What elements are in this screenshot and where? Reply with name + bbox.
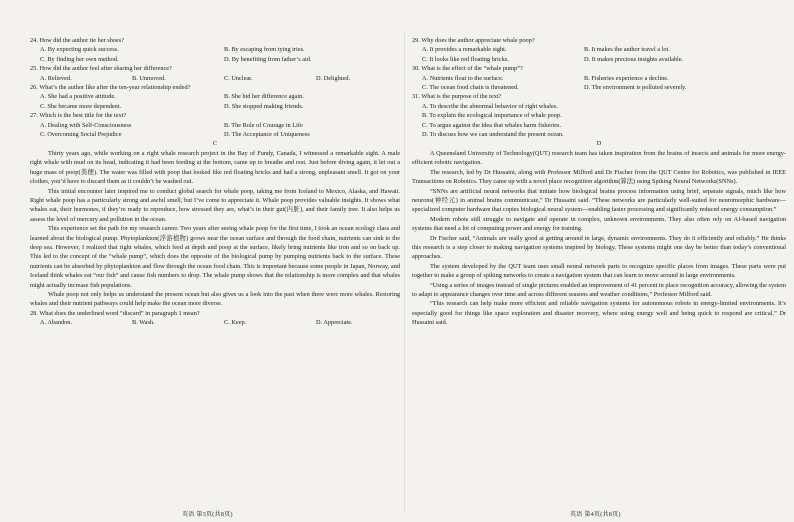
option: B. Fisheries experience a decline. bbox=[584, 74, 669, 82]
option: D. The environment is polluted severely. bbox=[584, 84, 687, 92]
option: A. She had a positive attitude. bbox=[40, 93, 116, 101]
section-d-heading: D bbox=[596, 140, 602, 148]
right-page bbox=[412, 36, 786, 328]
option: D. Appreciate. bbox=[316, 319, 353, 327]
option: B. By escaping from tying tries. bbox=[224, 46, 305, 54]
question-31-options bbox=[412, 102, 786, 140]
question-27-options bbox=[30, 121, 400, 140]
option: D. The Acceptance of Uniqueness bbox=[224, 131, 310, 139]
option: A. By expecting quick success. bbox=[40, 46, 119, 54]
passage-c-paragraph: This experience set the path for my research career. Two years after seeing whale poop for the first time, I took an ocean ecology class and learned about the biological pump. Phytoplankton(浮游植物) grows near the ocean surface and through the food chain, nutrients can sink to the deep sea. However, I realized that right whales, which feed at depth and poop at the surface, likely bring nutrients like iron and so on back up. This led to the concept of the “whale pump”, which does the opposite of the biological pump by pumping nutrients back to the surface. These nutrients can be absorbed by phytoplankton and flow through the ocean food chain. This is important because some people in Japan, Norway, and Iceland think whales eat “our fish” and cause fish numbers to drop. The whale pump shows that the relationship is more complex and that whales might actually increase fish populations. bbox=[30, 225, 400, 289]
section-c-heading: C bbox=[212, 140, 218, 148]
option: C. Unclear. bbox=[224, 74, 253, 82]
passage-d-paragraph: A Queensland University of Technology(QUT) research team has taken inspiration from the brains of insects and animals for more energy-efficient robotic navigation. bbox=[412, 149, 786, 167]
option: B. The Role of Courage in Life bbox=[224, 121, 303, 129]
option: D. Delighted. bbox=[316, 74, 351, 82]
passage-c-paragraph: This initial encounter later inspired me to conduct global search for whale poop, taking me from Iceland to Mexico, Alaska, and Hawaii. Right whale poop has a particularly strong and awful smell, but I’ve come to appreciate it. Whale poop provides valuable insights. It shows what whales eat, their hormones, if they’re ready to reproduce, how stressed they are, what’s in their gut(内脏), and their family tree. It also helps us assess the level of mercury and pollution in the ocean. bbox=[30, 187, 400, 223]
passage-d-paragraph: The system developed by the QUT team uses small neural network parts to recognize specific places from images. These parts were put together to make a group of spiking networks to create a navigation system that can learn to move around in large environments. bbox=[412, 262, 786, 280]
option: A. To describe the abnormal behavior of right whales. bbox=[422, 102, 558, 110]
question-25-options bbox=[30, 74, 400, 83]
page-divider bbox=[404, 32, 405, 512]
page-number-right: 英语 第4页(共8页) bbox=[570, 512, 621, 518]
option: C. By finding her own method. bbox=[40, 55, 119, 63]
passage-d-paragraph: Dr Fischer said, “Animals are really good at getting around in large, dynamic environments. They do it efficiently and reliably.” He thinks this research is a step closer to making navigation systems inspired by biology. These systems might one day be better than today’s conventional approaches. bbox=[412, 234, 786, 261]
passage-d-paragraph: The research, led by Dr Hussaini, along with Professor Milford and Dr Fischer from the QUT Centre for Robotics, was published in IEEE Transactions on Robotics. They came up with a novel place recognition algorithm(算法) using Spiking Neural Networks(SNNs). bbox=[412, 168, 786, 186]
option: A. It provides a remarkable sight. bbox=[422, 46, 507, 54]
option: A. Relieved. bbox=[40, 74, 72, 82]
passage-d-paragraph: “SNNs are artificial neural networks that imitate how biological brains process information using brief, separate signals, much like how neurons(神经元) in animal brains communicate,” Dr Hussaini said. “These networks are particularly well-suited for neuromorphic hardware—specialized computer hardware that copies biological neural system—enabling faster processing and significantly reduced energy consumption.” bbox=[412, 187, 786, 214]
option: C. It looks like red floating bricks. bbox=[422, 55, 509, 63]
option: C. To argue against the idea that whales harm fisheries. bbox=[422, 121, 562, 129]
option: C. She became more dependent. bbox=[40, 102, 122, 110]
question-26-options bbox=[30, 92, 400, 111]
option: D. By benefiting from father’s aid. bbox=[224, 55, 312, 63]
question-28-stem: 28. What does the underlined word “discard” in paragraph 1 mean? bbox=[30, 309, 200, 317]
left-page bbox=[30, 36, 400, 328]
passage-d-paragraph: “Using a series of images instead of single pictures enabled an improvement of 41 percent in place recognition accuracy, allowing the system to adapt to appearance changes over time and across different seasons and weather conditions,” Professor Milford said. bbox=[412, 281, 786, 298]
passage-c-paragraph: Whale poop not only helps us understand the present ocean but also gives us a look into the past when there were more whales. Restoring whales and their nutrient pathways could help make the ocean more diverse. bbox=[30, 290, 400, 308]
passage-d-paragraph: Modern robots still struggle to navigate and operate in complex, unknown environments. They also often rely on AI-based navigation systems that need a lot of computing power and energy for training. bbox=[412, 215, 786, 233]
question-29-stem: 29. Why does the author appreciate whale poop? bbox=[412, 37, 535, 44]
option: D. It makes precious insights available. bbox=[584, 55, 684, 63]
question-24-options bbox=[30, 45, 400, 64]
question-27-stem: 27. Which is the best title for the text? bbox=[30, 112, 127, 120]
option: C. The ocean food chain is threatened. bbox=[422, 84, 519, 92]
passage-d-paragraph: “This research can help make more efficient and reliable navigation systems for autonomous robots in energy-limited environments. It’s especially good for things like space exploration and disaster recovery, where using energy well and being quick to respond are critical,” Dr Hussaini said. bbox=[412, 300, 786, 327]
option: A. Abandon. bbox=[40, 319, 73, 327]
question-29-options bbox=[412, 45, 786, 64]
question-30-stem: 30. What is the effect of the “whale pump”? bbox=[412, 65, 523, 73]
option: C. Overcoming Social Prejudice bbox=[40, 131, 122, 139]
option: B. To explain the ecological importance of whale poop. bbox=[422, 112, 562, 120]
option: B. She hid her difference again. bbox=[224, 93, 304, 101]
page-number-left: 英语 第3页(共8页) bbox=[182, 512, 233, 518]
option: A. Dealing with Self-Consciousness bbox=[40, 121, 132, 129]
option: B. Unmoved. bbox=[132, 74, 166, 82]
option: A. Nutrients float to the surface. bbox=[422, 74, 504, 82]
question-26-stem: 26. What’s the author like after the ten-year relationship ended? bbox=[30, 84, 191, 92]
passage-c-paragraph: Thirty years ago, while working on a right whale research project in the Bay of Fundy, Canada, I witnessed a remarkable sight. A male right whale with mud on its head, indicating it had been feeding at the bottom, came up to breathe and rest. Just before diving again, it let out a huge mass of poop(粪便). The water was filled with poop that looked like red floating bricks and had a strong, unpleasant smell. It got on your clothes, you’d have to discard them as it couldn’t be washed out. bbox=[30, 149, 400, 186]
option: B. It makes the author travel a lot. bbox=[584, 46, 670, 54]
option: C. Keep. bbox=[224, 319, 247, 327]
question-28-options bbox=[30, 318, 400, 327]
option: D. To discuss how we can understand the present ocean. bbox=[422, 131, 564, 139]
option: D. She stopped making friends. bbox=[224, 102, 304, 110]
option: B. Wash. bbox=[132, 319, 155, 327]
question-30-options bbox=[412, 74, 786, 93]
question-31-stem: 31. What is the purpose of the text? bbox=[412, 93, 502, 101]
question-25-stem: 25. How did the author feel after sharing her difference? bbox=[30, 65, 172, 73]
question-24-stem: 24. How did the author tie her shoes? bbox=[30, 37, 125, 44]
